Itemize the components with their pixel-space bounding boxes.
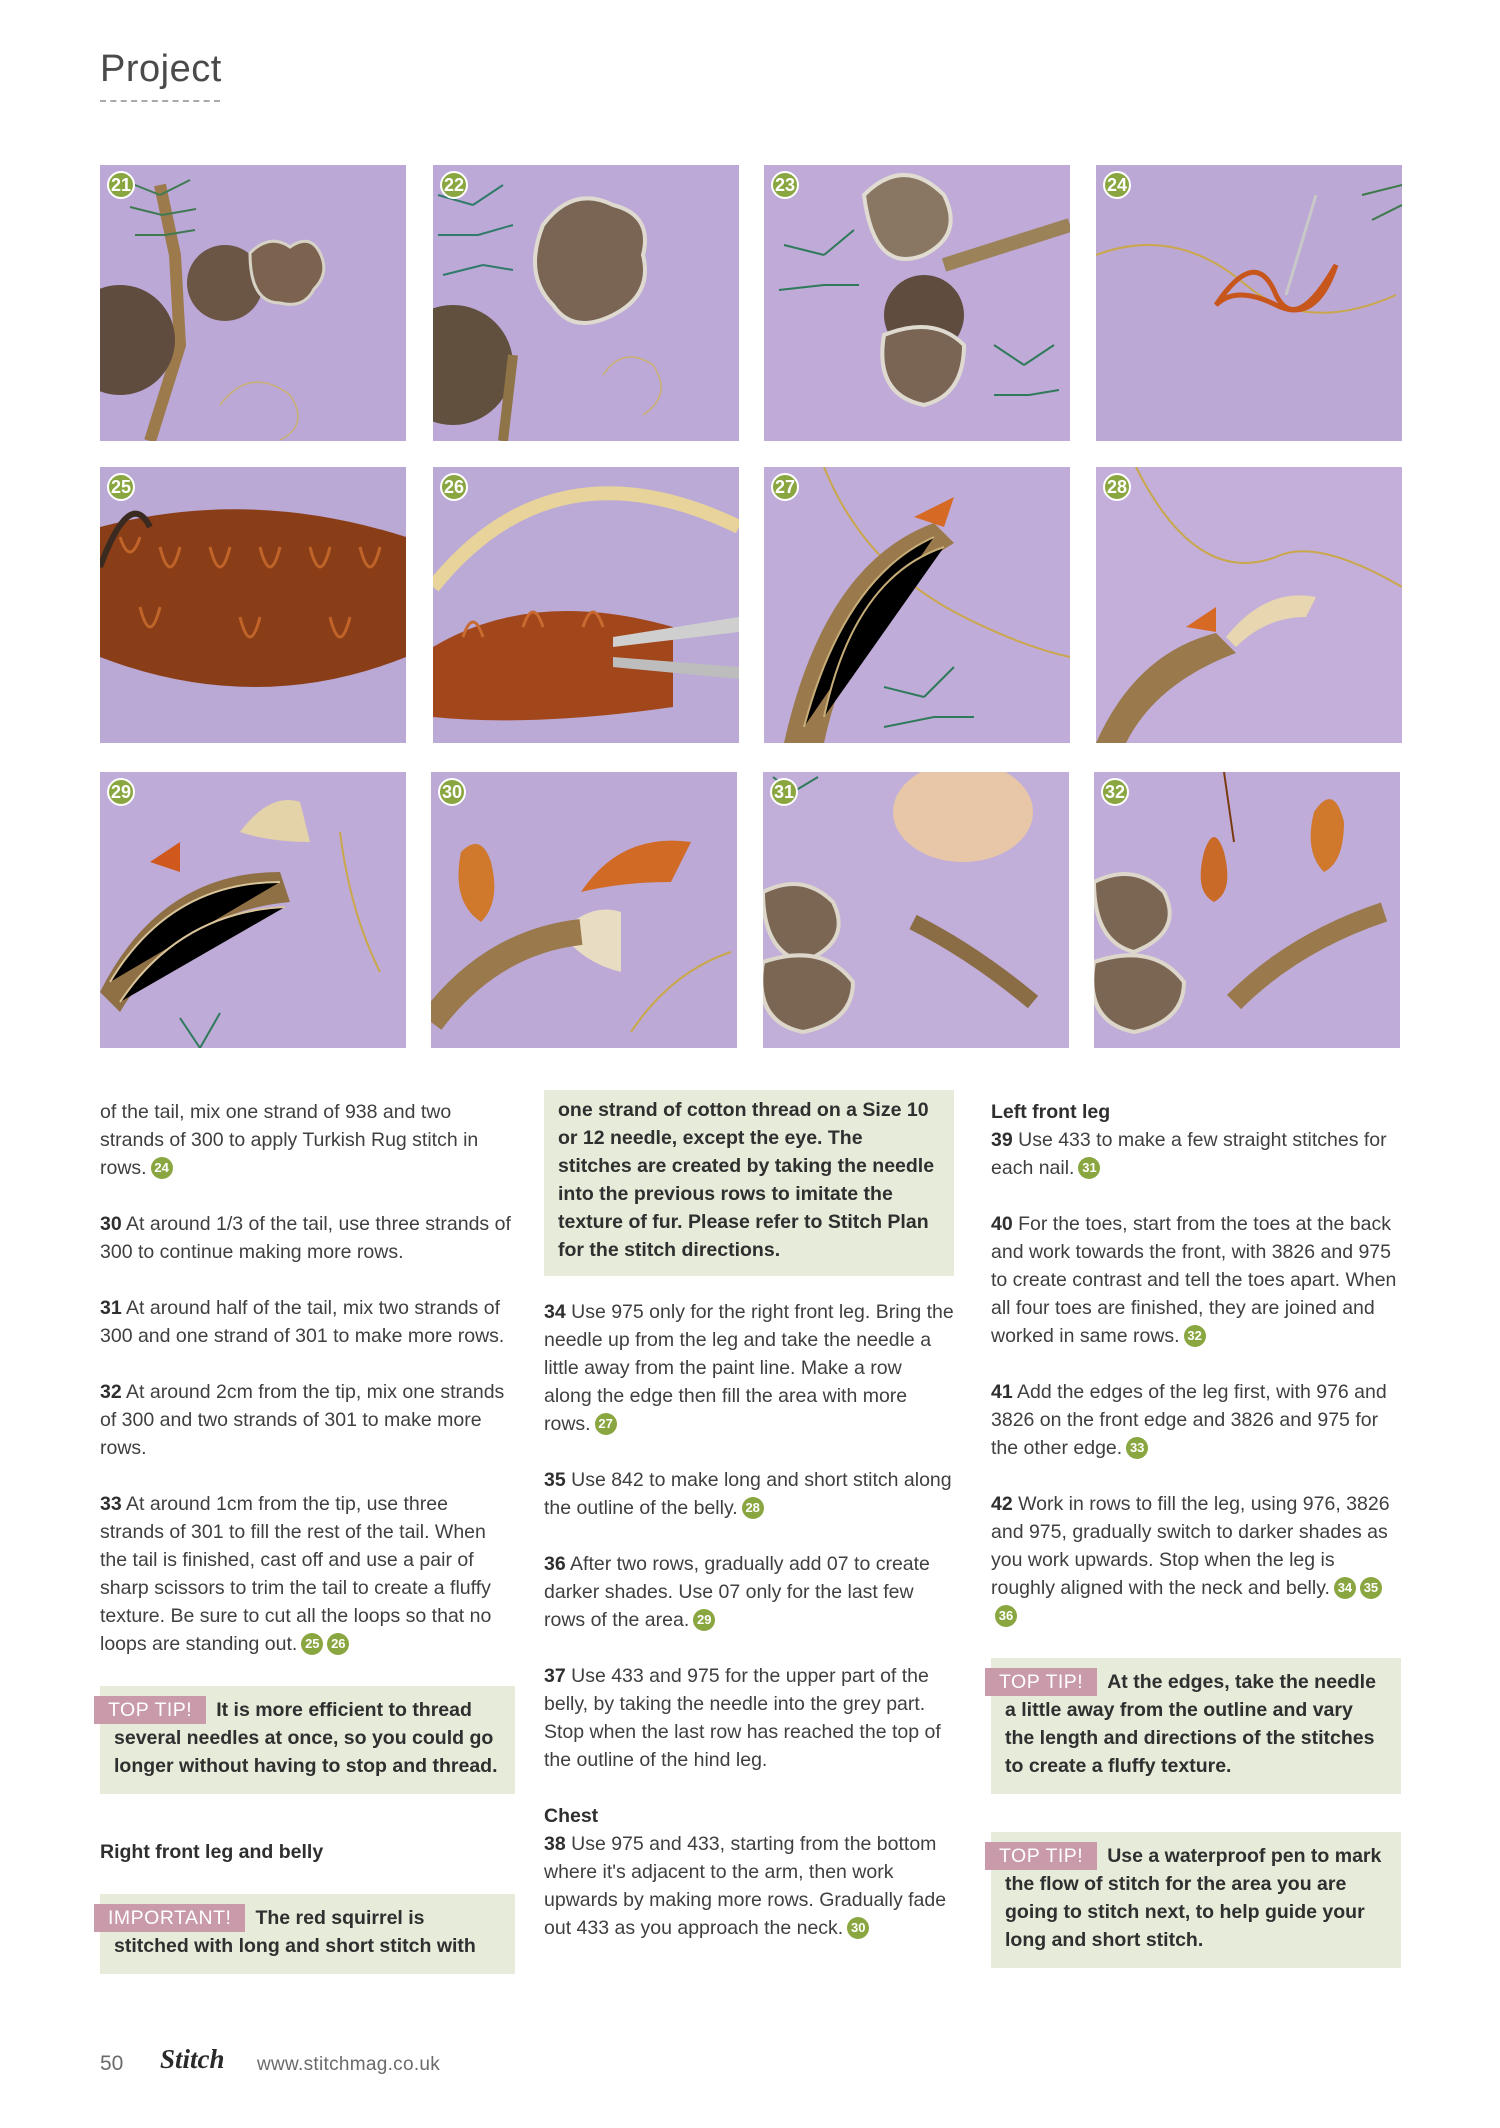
step-35 [544, 1466, 954, 1522]
step-badge: 31 [770, 778, 798, 806]
step-badge: 28 [1103, 473, 1131, 501]
section-heading: Right front leg and belly [100, 1841, 324, 1863]
photo-chest-stitching-icon [431, 772, 737, 1048]
important-box [100, 1894, 515, 1974]
step-text: of the tail, mix one strand of 938 and two strands of 300 to apply Turkish Rug stitch in rows. [100, 1101, 479, 1179]
step-photo-22 [433, 165, 739, 441]
photo-ref-badge: 27 [595, 1413, 617, 1435]
step-badge: 26 [440, 473, 468, 501]
photo-ref-badge: 35 [1360, 1577, 1382, 1599]
step-38 [544, 1830, 954, 1942]
step-42 [991, 1490, 1401, 1630]
step-number: 41 [991, 1381, 1013, 1403]
step-32 [100, 1378, 515, 1462]
step-number: 42 [991, 1493, 1013, 1515]
photo-ref-badge: 31 [1078, 1157, 1100, 1179]
step-number: 31 [100, 1297, 122, 1319]
step-text: Work in rows to fill the leg, using 976, 3826 and 975, gradually switch to darker shades as you work upwards. Stop when the leg is roughly aligned with the neck and belly. [991, 1493, 1390, 1599]
photo-rug-stitch-loops-icon [100, 467, 406, 743]
tip-label: TOP TIP! [985, 1668, 1097, 1696]
step-number: 30 [100, 1213, 122, 1235]
step-text: At around 1cm from the tip, use three strands of 301 to fill the rest of the tail. When the tail is finished, cast off and use a pair of sharp scissors to trim the tail to create a fluffy texture. Be sure to cut all the loops so that no loops are standing out. [100, 1493, 492, 1655]
photo-ref-badge: 30 [847, 1917, 869, 1939]
step-29-continued [100, 1098, 515, 1182]
step-33 [100, 1490, 515, 1658]
step-badge: 23 [771, 171, 799, 199]
step-text: At around 2cm from the tip, mix one strands of 300 and two strands of 301 to make more rows. [100, 1381, 505, 1459]
website-url: www.stitchmag.co.uk [257, 2054, 441, 2075]
photo-embroidery-pinecone-icon [764, 165, 1070, 441]
step-34 [544, 1298, 954, 1438]
step-40 [991, 1210, 1401, 1350]
step-photo-23 [764, 165, 1070, 441]
step-number: 35 [544, 1469, 566, 1491]
title-underline [100, 100, 220, 102]
step-text: Use 433 to make a few straight stitches for each nail. [991, 1129, 1387, 1179]
step-photo-24 [1096, 165, 1402, 441]
step-39 [991, 1126, 1401, 1182]
step-badge: 22 [440, 171, 468, 199]
photo-ref-badge: 33 [1126, 1437, 1148, 1459]
step-photo-29 [100, 772, 406, 1048]
step-number: 33 [100, 1493, 122, 1515]
step-text: At around half of the tail, mix two strands of 300 and one strand of 301 to make more rows. [100, 1297, 505, 1347]
photo-ref-badge: 26 [327, 1633, 349, 1655]
step-text: At around 1/3 of the tail, use three strands of 300 to continue making more rows. [100, 1213, 511, 1263]
photo-embroidery-pinecone-scales-icon [433, 165, 739, 441]
photo-ref-badge: 28 [742, 1497, 764, 1519]
photo-turkish-rug-stitch-icon [1096, 165, 1402, 441]
text-column-1 [100, 1098, 515, 1974]
step-31 [100, 1294, 515, 1350]
photo-ref-badge: 34 [1334, 1577, 1356, 1599]
step-photo-28 [1096, 467, 1402, 743]
tip-text: Use a waterproof pen to mark the flow of stitch for the area you are going to stitch next, to help guide your long and short stitch. [1005, 1845, 1382, 1951]
top-tip-box [100, 1686, 515, 1794]
section-heading: Chest [544, 1805, 599, 1827]
step-badge: 25 [107, 473, 135, 501]
photo-belly-shading-icon [100, 772, 406, 1048]
step-badge: 24 [1103, 171, 1131, 199]
step-number: 38 [544, 1833, 566, 1855]
important-label: IMPORTANT! [94, 1904, 245, 1932]
step-photo-30 [431, 772, 737, 1048]
step-41 [991, 1378, 1401, 1462]
step-photo-21 [100, 165, 406, 441]
step-badge: 32 [1101, 778, 1129, 806]
photo-ref-badge: 36 [995, 1605, 1017, 1627]
step-number: 34 [544, 1301, 566, 1323]
text-column-3 [991, 1098, 1401, 1968]
photo-ref-badge: 29 [693, 1609, 715, 1631]
step-badge: 21 [107, 171, 135, 199]
step-badge: 30 [438, 778, 466, 806]
photo-trimming-tail-icon [433, 467, 739, 743]
step-number: 37 [544, 1665, 566, 1687]
photo-ref-badge: 32 [1184, 1325, 1206, 1347]
tip-text: At the edges, take the needle a little away from the outline and vary the length and directions of the stitches to create a fluffy texture. [1005, 1671, 1376, 1777]
photo-ref-badge: 25 [301, 1633, 323, 1655]
step-text: Use 433 and 975 for the upper part of the belly, by taking the needle into the grey part. Stop when the last row has reached the top of the outline of the hind leg. [544, 1665, 941, 1771]
step-number: 39 [991, 1129, 1013, 1151]
photo-left-leg-nails-icon [763, 772, 1069, 1048]
step-photo-25 [100, 467, 406, 743]
tip-label: TOP TIP! [94, 1696, 206, 1724]
step-text: Add the edges of the leg first, with 976 and 3826 on the front edge and 3826 and 975 for the other edge. [991, 1381, 1387, 1459]
section-heading: Left front leg [991, 1101, 1111, 1123]
step-text: Use 975 only for the right front leg. Bring the needle up from the leg and take the needle a little away from the paint line. Make a row along the edge then fill the area with more rows. [544, 1301, 954, 1435]
tip-label: TOP TIP! [985, 1842, 1097, 1870]
magazine-logo: Stitch [160, 2044, 225, 2074]
step-number: 36 [544, 1553, 566, 1575]
step-30 [100, 1210, 515, 1266]
photo-belly-outline-icon [1096, 467, 1402, 743]
tip-text: It is more efficient to thread several needles at once, so you could go longer without having to stop and thread. [114, 1699, 498, 1777]
step-photo-26 [433, 467, 739, 743]
page-number: 50 [100, 2052, 124, 2075]
step-badge: 29 [107, 778, 135, 806]
step-photo-27 [764, 467, 1070, 743]
step-text: Use 975 and 433, starting from the bottom where it's adjacent to the arm, then work upwards by making more rows. Gradually fade out 433 as you approach the neck. [544, 1833, 947, 1939]
photo-ref-badge: 24 [151, 1157, 173, 1179]
step-37 [544, 1662, 954, 1774]
important-box-continued: one strand of cotton thread on a Size 10 or 12 needle, except the eye. The stitches are created by taking the needle into the previous rows to imitate the texture of fur. Please refer to Stitch Plan for the stitch directions. [544, 1090, 954, 1276]
step-number: 32 [100, 1381, 122, 1403]
step-number: 40 [991, 1213, 1013, 1235]
step-text: For the toes, start from the toes at the back and work towards the front, with 3826 and 975 to create contrast and tell the toes apart. When all four toes are finished, they are joined and worked in same rows. [991, 1213, 1397, 1347]
step-photo-32 [1094, 772, 1400, 1048]
step-badge: 27 [771, 473, 799, 501]
step-text: Use 842 to make long and short stitch along the outline of the belly. [544, 1469, 952, 1519]
photo-left-leg-toes-icon [1094, 772, 1400, 1048]
important-text: The red squirrel is stitched with long and short stitch with [114, 1907, 476, 1957]
step-36 [544, 1550, 954, 1634]
text-column-2 [544, 1098, 954, 1970]
step-text: After two rows, gradually add 07 to create darker shades. Use 07 only for the last few rows of the area. [544, 1553, 930, 1631]
photo-front-leg-stitching-icon [764, 467, 1070, 743]
photo-embroidery-pinecone-pieces-icon [100, 165, 406, 441]
top-tip-box [991, 1832, 1401, 1968]
page-section-title: Project [100, 48, 222, 90]
step-photo-31 [763, 772, 1069, 1048]
top-tip-box [991, 1658, 1401, 1794]
